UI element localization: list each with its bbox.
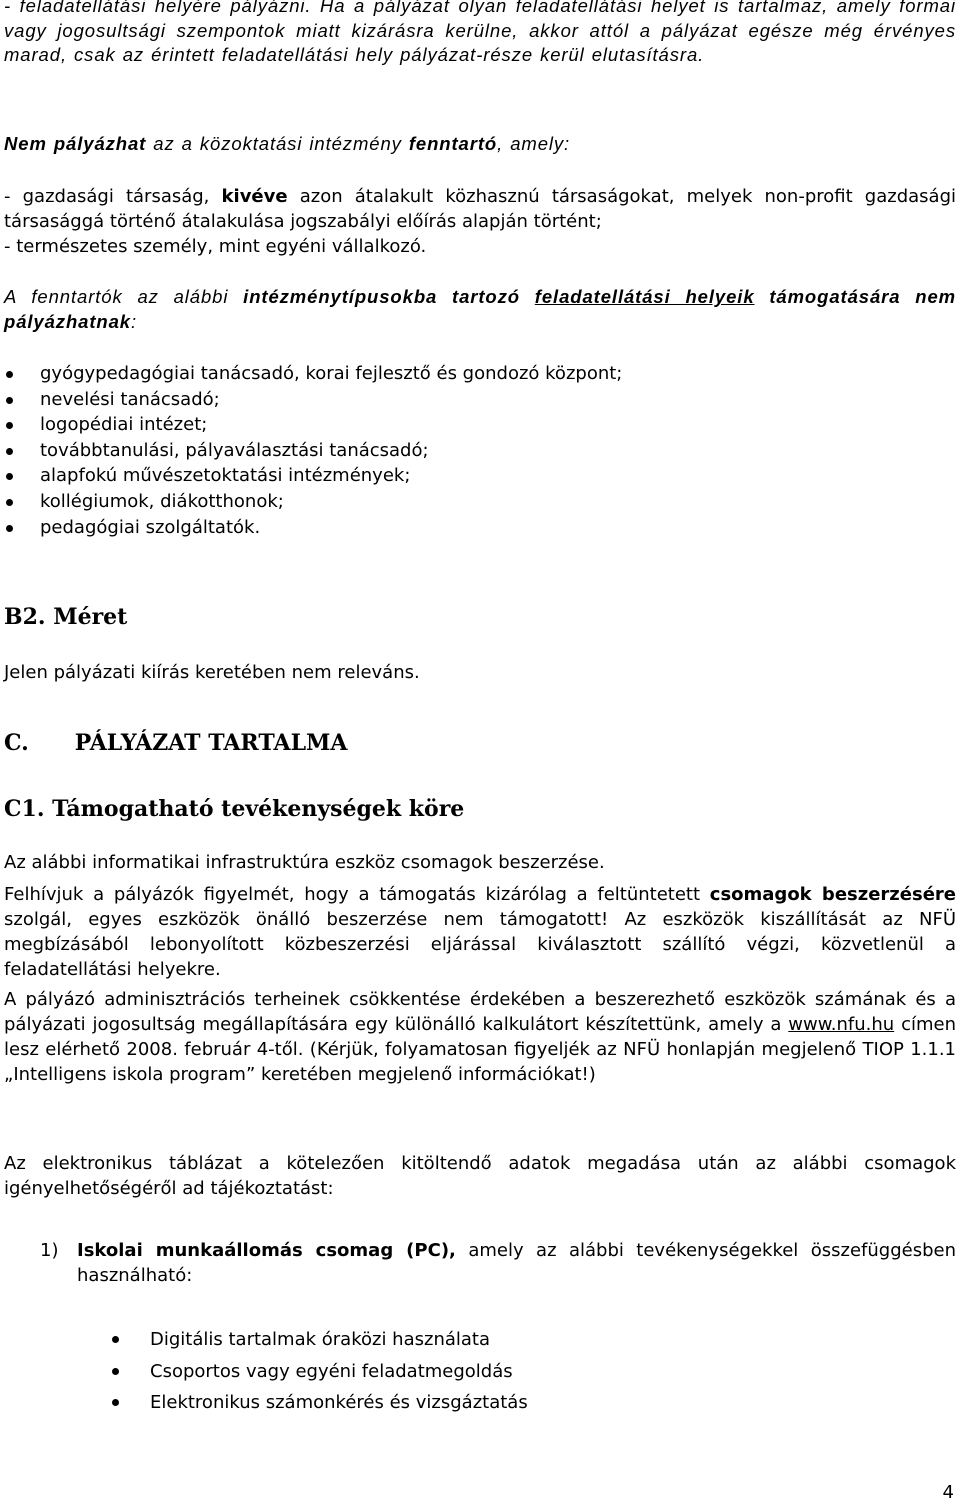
c1-p2-bold: csomagok beszerzésére [709, 884, 956, 905]
institution-types-colon: : [131, 311, 138, 332]
bullet-icon [112, 1399, 119, 1406]
bullet-icon [6, 473, 13, 480]
c-heading [4, 730, 347, 756]
list-item-text: logopédiai intézet; [40, 414, 208, 436]
nfu-link[interactable]: www.nfu.hu [788, 1014, 895, 1035]
bullet-icon [112, 1368, 119, 1375]
exception-company: - gazdasági társaság, [4, 186, 222, 207]
c-label: C. [4, 730, 29, 756]
not-eligible-bold: Nem pályázhat [4, 133, 147, 154]
bullet-icon [6, 371, 13, 378]
bullet-icon [112, 1336, 119, 1343]
list-item-text: alapfokú művészetoktatási intézmények; [40, 465, 411, 487]
institution-types-paragraph [4, 284, 956, 334]
list-item [4, 438, 934, 464]
intro-text: - feladatellátási helyére pályázni. Ha a pályázat olyan feladatellátási helyet is tartalmaz, amely formai vagy jogosultsági szempontok miatt kizárásra kerülne, akkor attól a pályázat egésze még érvényes marad, csak az érintett feladatellátási hely pályázat-része kerül elutasításra. [4, 0, 956, 65]
institution-types-space2 [755, 286, 770, 307]
institution-types-bold: intézménytípusokba tartozó [243, 286, 520, 307]
c1-p2-intro: Felhívjuk a pályázók figyelmét, hogy a támogatás kizárólag a feltüntetett [4, 884, 710, 905]
c1-p2-rest: szolgál, egyes eszközök önálló beszerzése nem támogatott! Az eszközök kiszállítását az NFÜ megbízásából lebonyolított közbeszerzési eljárással kiválasztott szállító végzi, közvetlenül a feladatellátási helyekre. [4, 909, 956, 980]
exception-except-bold: kivéve [221, 186, 288, 207]
bullet-icon [6, 448, 13, 455]
not-eligible-mid: az a közoktatási intézmény [146, 133, 409, 154]
package1-number: 1) [40, 1240, 59, 1261]
c1-p2 [4, 882, 956, 982]
list-item-text: továbbtanulási, pályaválasztási tanácsadó; [40, 439, 429, 461]
list-item-text: kollégiumok, diákotthonok; [40, 490, 284, 512]
c-title: PÁLYÁZAT TARTALMA [74, 730, 348, 756]
list-item [4, 463, 934, 489]
package1-item [40, 1238, 956, 1288]
institution-types-intro: A fenntartók az alábbi [4, 286, 244, 307]
b2-heading: B2. Méret [4, 604, 128, 630]
institution-types-space [520, 286, 535, 307]
list-item [112, 1356, 942, 1388]
package1-rest: amely az alábbi tevékenységekkel összefüggésben használható: [77, 1240, 956, 1286]
list-item-text: Csoportos vagy egyéni feladatmegoldás [150, 1360, 513, 1382]
c1-p4: Az elektronikus táblázat a kötelezően kitöltendő adatok megadása után az alábbi csomagok igényelhetőségéről ad tájékoztatást: [4, 1153, 956, 1199]
bullet-icon [6, 525, 13, 532]
c1-p3 [4, 987, 956, 1087]
institution-list [4, 361, 934, 540]
bullet-icon [6, 397, 13, 404]
c1-p3-intro: A pályázó adminisztrációs terheinek csökkentése érdekében a beszerezhető eszközök számának és a pályázati jogosultság megállapítására egy különálló kalkulátort készítettünk, amely a [4, 989, 956, 1035]
list-item [4, 387, 934, 413]
maintainer-bold: fenntartó [408, 133, 498, 154]
list-item-text: Digitális tartalmak óraközi használata [150, 1329, 490, 1350]
c1-p3-rest: címen lesz elérhető 2008. február 4-től. (Kérjük, folyamatosan figyeljék az NFÜ honlapján megjelenő TIOP 1.1.1 „Intelligens iskola program” keretében megjelenő információkat!) [4, 1014, 956, 1085]
institution-types-support-bold: támogatására nem pályázhatnak [4, 286, 956, 332]
list-item [4, 515, 934, 541]
institution-types-underlined: feladatellátási helyeik [534, 286, 755, 307]
intro-paragraph [4, 0, 956, 68]
package1-activities [112, 1324, 942, 1419]
list-item-text: gyógypedagógiai tanácsadó, korai fejlesztő és gondozó központ; [40, 363, 623, 384]
list-item-text: pedagógiai szolgáltatók. [40, 516, 261, 538]
list-item [4, 412, 934, 438]
package1-paragraph [40, 1238, 956, 1288]
list-item [4, 489, 934, 515]
exception-company-rest: azon átalakult közhasznú társaságokat, melyek non-profit gazdasági társasággá történő átalakulása jogszabályi előírás alapján történt; [4, 186, 956, 232]
bullet-icon [6, 422, 13, 429]
list-item-text: Elektronikus számonkérés és vizsgáztatás [150, 1392, 528, 1413]
not-eligible-end: , amely: [497, 133, 571, 154]
page-number: 4 [942, 1482, 954, 1503]
list-item [112, 1324, 942, 1356]
list-item [4, 361, 934, 387]
c1-p1: Az alábbi informatikai infrastruktúra eszköz csomagok beszerzése. [4, 852, 605, 873]
bullet-icon [6, 499, 13, 506]
exception-person: - természetes személy, mint egyéni vállalkozó. [4, 236, 427, 257]
c1-heading: C1. Támogatható tevékenységek köre [4, 796, 465, 822]
b2-text: Jelen pályázati kiírás keretében nem releváns. [4, 662, 420, 683]
package1-bold: Iskolai munkaállomás csomag (PC), [77, 1240, 456, 1261]
exceptions-paragraph [4, 184, 956, 259]
not-eligible-line [4, 132, 956, 157]
list-item [112, 1387, 942, 1419]
list-item-text: nevelési tanácsadó; [40, 388, 220, 410]
